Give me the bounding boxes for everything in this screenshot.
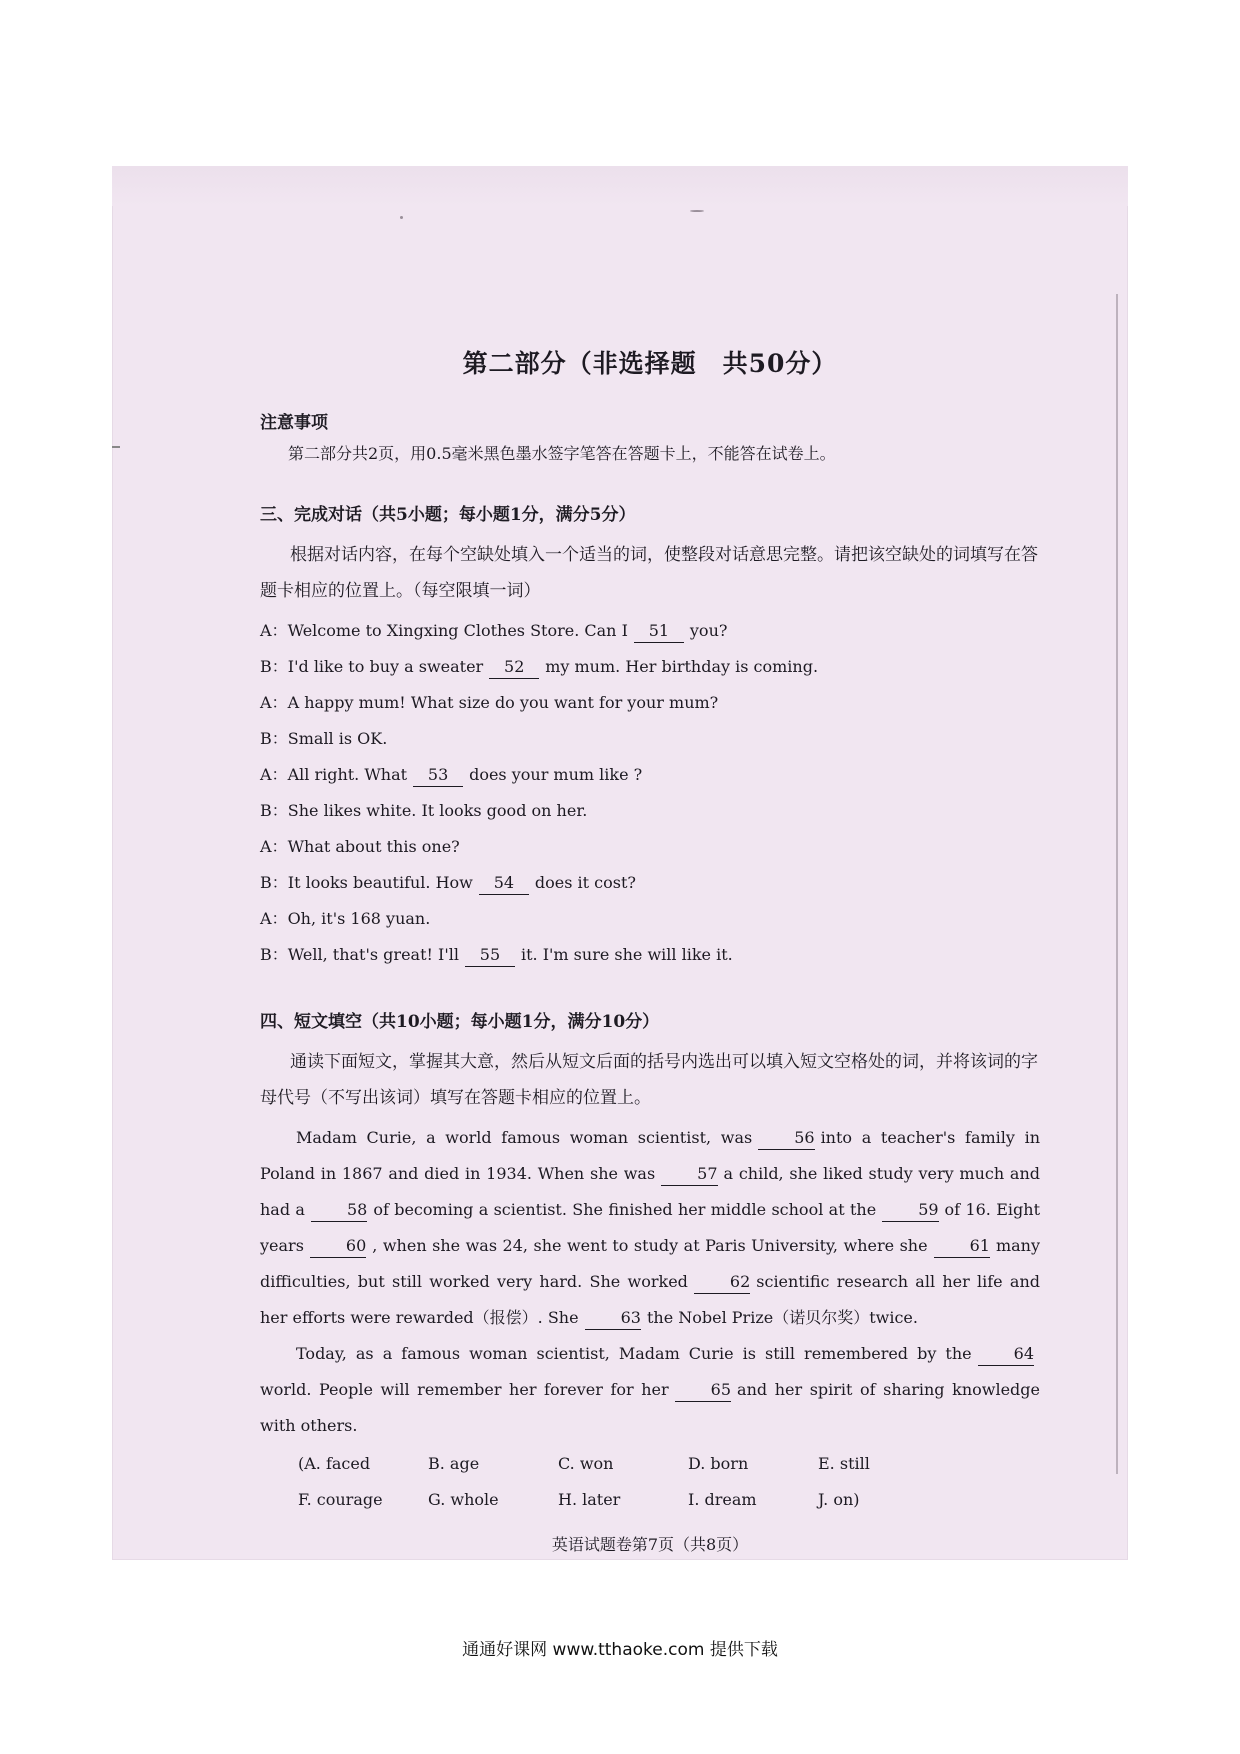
passage-text: many difficulties, but still worked very hard. She worked bbox=[260, 1236, 1040, 1291]
word-option: F. courage bbox=[298, 1490, 383, 1509]
dialogue-line bbox=[260, 901, 1040, 937]
blank-number: 55 bbox=[465, 944, 515, 967]
dialogue-line bbox=[260, 685, 1040, 721]
dialogue-text: Well, that's great! I'll bbox=[287, 945, 459, 964]
dialogue-text: Oh, it's 168 yuan. bbox=[287, 909, 431, 928]
word-option: G. whole bbox=[428, 1490, 499, 1509]
dialogue-line bbox=[260, 757, 1040, 793]
margin-mark bbox=[112, 446, 120, 448]
speaker-label: A： bbox=[260, 765, 288, 784]
part-title: 第二部分（非选择题 共50分） bbox=[462, 349, 838, 378]
blank-number: 61 bbox=[934, 1235, 990, 1258]
blank-number: 53 bbox=[413, 764, 463, 787]
blank-number: 62 bbox=[694, 1271, 750, 1294]
passage-paragraph-2 bbox=[260, 1336, 1040, 1444]
dialogue-line bbox=[260, 649, 1040, 685]
section4-instruction: 通读下面短文，掌握其大意，然后从短文后面的括号内选出可以填入短文空格处的词，并将该词的字母代号（不写出该词）填写在答题卡相应的位置上。 bbox=[260, 1052, 1038, 1108]
blank-number: 54 bbox=[479, 872, 529, 895]
blank-number: 52 bbox=[489, 656, 539, 679]
blank-number: 59 bbox=[882, 1199, 938, 1222]
dialogue-text: I'd like to buy a sweater bbox=[287, 657, 484, 676]
dialogue-line bbox=[260, 793, 1040, 829]
dialogue-text: She likes white. It looks good on her. bbox=[287, 801, 588, 820]
word-options bbox=[298, 1446, 1040, 1518]
blank-number: 64 bbox=[978, 1343, 1034, 1366]
dialogue-line bbox=[260, 613, 1040, 649]
word-option: (A. faced bbox=[298, 1454, 371, 1473]
word-option: E. still bbox=[818, 1454, 870, 1473]
passage-text: Today, as a famous woman scientist, Madam Curie is still remembered by the bbox=[296, 1344, 972, 1363]
passage-text: world. People will remember her forever for her bbox=[260, 1380, 669, 1399]
dialogue-text: It looks beautiful. How bbox=[287, 873, 473, 892]
speaker-label: B： bbox=[260, 801, 288, 820]
dialogue-text: Small is OK. bbox=[287, 729, 388, 748]
passage-text: of becoming a scientist. She finished her middle school at the bbox=[373, 1200, 877, 1219]
section3-instruction: 根据对话内容，在每个空缺处填入一个适当的词，使整段对话意思完整。请把该空缺处的词填写在答题卡相应的位置上。（每空限填一词） bbox=[260, 545, 1038, 601]
page-edge-line bbox=[1116, 294, 1118, 1474]
passage-text: Madam Curie, a world famous woman scientist, was bbox=[296, 1128, 753, 1147]
speaker-label: B： bbox=[260, 945, 288, 964]
passage-text: , when she was 24, she went to study at Paris University, where she bbox=[372, 1236, 928, 1255]
speaker-label: B： bbox=[260, 729, 288, 748]
word-option: I. dream bbox=[688, 1490, 757, 1509]
passage-paragraph-1 bbox=[260, 1120, 1040, 1336]
section4-heading: 四、短文填空（共10小题；每小题1分，满分10分） bbox=[260, 1012, 660, 1032]
passage-text: of 16. Eight years bbox=[260, 1200, 1041, 1255]
scan-speck bbox=[690, 210, 704, 212]
passage-text: scientific research all her life and her efforts were rewarded（报偿）. She bbox=[260, 1272, 1041, 1327]
dialogue-line bbox=[260, 721, 1040, 757]
speaker-label: A： bbox=[260, 621, 288, 640]
blank-number: 65 bbox=[675, 1379, 731, 1402]
dialogue-line bbox=[260, 865, 1040, 901]
dialogue-text: does your mum like ? bbox=[469, 765, 643, 784]
speaker-label: A： bbox=[260, 693, 288, 712]
blank-number: 57 bbox=[661, 1163, 717, 1186]
dialogue-text: does it cost? bbox=[534, 873, 636, 892]
passage-text: the Nobel Prize（诺贝尔奖）twice. bbox=[646, 1308, 918, 1327]
speaker-label: A： bbox=[260, 837, 288, 856]
dialogue-text: All right. What bbox=[287, 765, 408, 784]
dialogue-text: What about this one? bbox=[287, 837, 460, 856]
passage-text: and her spirit of sharing knowledge with others. bbox=[260, 1380, 1040, 1435]
dialogue-text: my mum. Her birthday is coming. bbox=[545, 657, 819, 676]
word-option: D. born bbox=[688, 1454, 749, 1473]
speaker-label: B： bbox=[260, 873, 288, 892]
word-option: H. later bbox=[558, 1490, 621, 1509]
section3-heading: 三、完成对话（共5小题；每小题1分，满分5分） bbox=[260, 505, 636, 525]
speaker-label: A： bbox=[260, 909, 288, 928]
passage-text: into a teacher's family in Poland in 1867 and died in 1934. When she was bbox=[260, 1128, 1041, 1183]
word-option: B. age bbox=[428, 1454, 480, 1473]
dialogue-text: you? bbox=[689, 621, 728, 640]
site-credit: 通通好课网 www.tthaoke.com 提供下载 bbox=[462, 1640, 778, 1660]
blank-number: 51 bbox=[634, 620, 684, 643]
notes-heading: 注意事项 bbox=[260, 413, 328, 433]
dialogue-line bbox=[260, 937, 1040, 973]
page-number: 英语试题卷第7页（共8页） bbox=[551, 1535, 749, 1554]
notes-text: 第二部分共2页，用0.5毫米黑色墨水签字笔答在答题卡上，不能答在试卷上。 bbox=[288, 444, 836, 463]
word-option: C. won bbox=[558, 1454, 614, 1473]
blank-number: 60 bbox=[310, 1235, 366, 1258]
scan-speck bbox=[400, 216, 403, 219]
speaker-label: B： bbox=[260, 657, 288, 676]
scanned-page bbox=[112, 166, 1128, 1560]
blank-number: 58 bbox=[311, 1199, 367, 1222]
dialogue-text: it. I'm sure she will like it. bbox=[520, 945, 733, 964]
dialogue-line bbox=[260, 829, 1040, 865]
dialogue-text: A happy mum! What size do you want for your mum? bbox=[287, 693, 719, 712]
page-content bbox=[260, 344, 1040, 1555]
dialogue bbox=[260, 613, 1040, 973]
word-option: J. on) bbox=[818, 1490, 860, 1509]
blank-number: 63 bbox=[585, 1307, 641, 1330]
passage-text: a child, she liked study very much and had a bbox=[260, 1164, 1041, 1219]
blank-number: 56 bbox=[758, 1127, 814, 1150]
dialogue-text: Welcome to Xingxing Clothes Store. Can I bbox=[287, 621, 628, 640]
